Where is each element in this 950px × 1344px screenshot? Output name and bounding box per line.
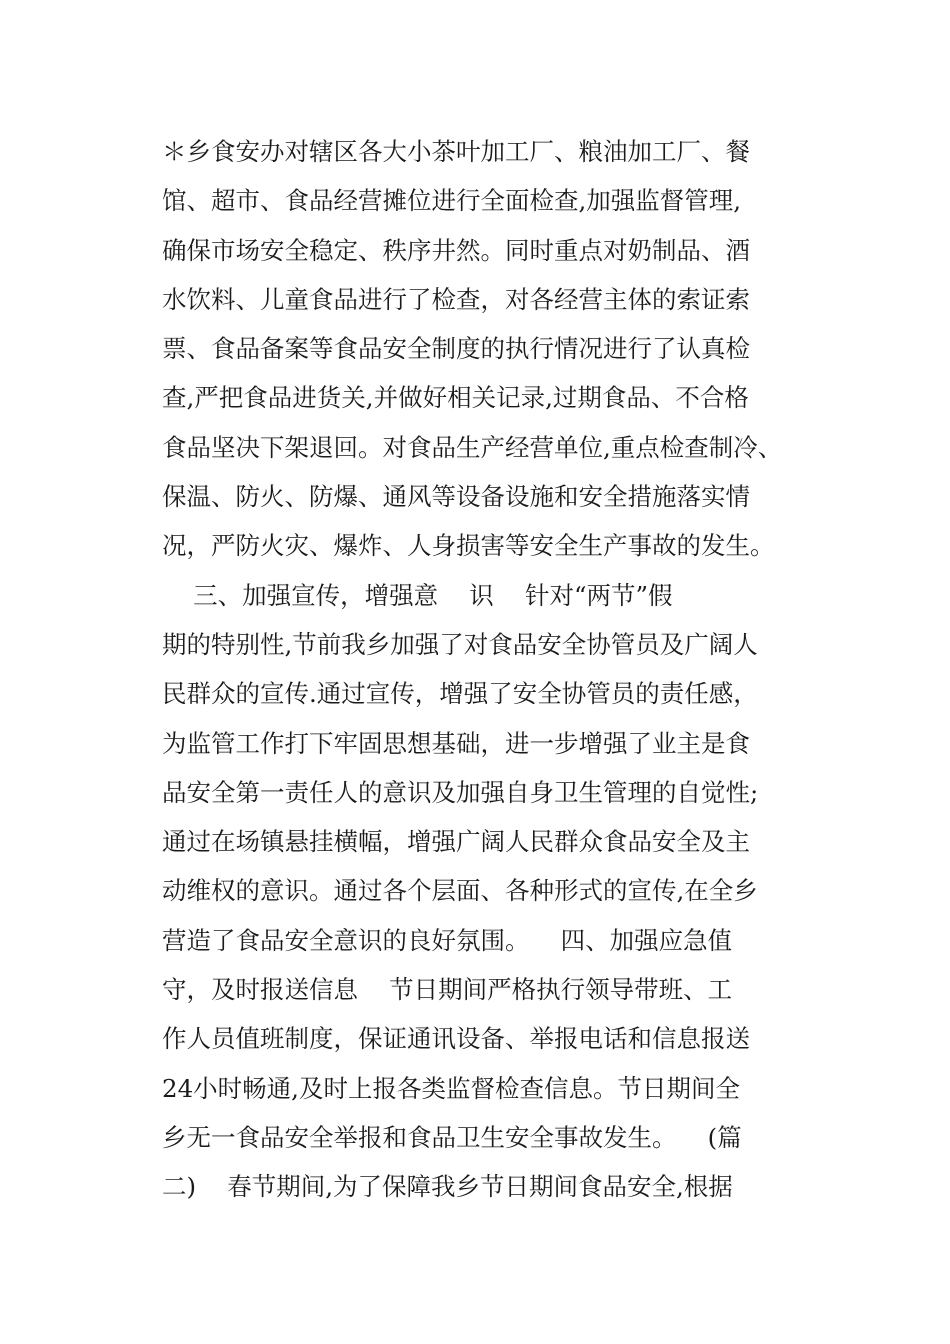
section-heading-line: 三、加强宣传，增强意 识 针对“两节”假: [162, 580, 673, 610]
text-line: 为监管工作打下牢固思想基础，进一步增强了业主是食: [162, 728, 750, 758]
text-line: 水饮料、儿童食品进行了检查，对各经营主体的索证索: [162, 284, 750, 314]
text-line: 查,严把食品进货关,并做好相关记录,过期食品、不合格: [162, 383, 749, 413]
text-line: 动维权的意识。通过各个层面、各种形式的宣传,在全乡: [162, 876, 758, 906]
text-line: 况，严防火灾、爆炸、人身损害等安全生产事故的发生。: [162, 531, 775, 561]
text-line: 品安全第一责任人的意识及加强自身卫生管理的自觉性;: [162, 777, 759, 807]
text-line: 确保市场安全稳定、秩序井然。同时重点对奶制品、酒: [162, 235, 750, 265]
body-text: [162, 127, 802, 1212]
text-line: 民群众的宣传.通过宣传，增强了安全协管员的责任感，: [162, 679, 758, 709]
text-line: 通过在场镇悬挂横幅，增强广阔人民群众食品安全及主: [162, 827, 750, 857]
text-line: 二) 春节期间,为了保障我乡节日期间食品安全,根据: [162, 1172, 733, 1202]
text-line: 守，及时报送信息 节日期间严格执行领导带班、工: [162, 975, 733, 1005]
text-line: 期的特别性,节前我乡加强了对食品安全协管员及广阔人: [162, 629, 758, 659]
text-line: 作人员值班制度，保证通讯设备、举报电话和信息报送: [162, 1024, 750, 1054]
text-line: 票、食品备案等食品安全制度的执行情况进行了认真检: [162, 334, 750, 364]
text-line: 保温、防火、防爆、通风等设备设施和安全措施落实情: [162, 482, 750, 512]
text-line: 营造了食品安全意识的良好氛围。 四、加强应急值: [162, 925, 733, 955]
text-line: 24小时畅通,及时上报各类监督检查信息。节日期间全: [162, 1073, 740, 1103]
text-line: 馆、超市、食品经营摊位进行全面检查,加强监督管理,: [162, 186, 742, 216]
text-line: 食品坚决下架退回。对食品生产经营单位,重点检查制冷、: [162, 432, 783, 462]
text-line: 乡无一食品安全举报和食品卫生安全事故发生。 (篇: [162, 1122, 742, 1152]
text-line: ＊乡食安办对辖区各大小茶叶加工厂、粮油加工厂、餐: [162, 137, 750, 166]
